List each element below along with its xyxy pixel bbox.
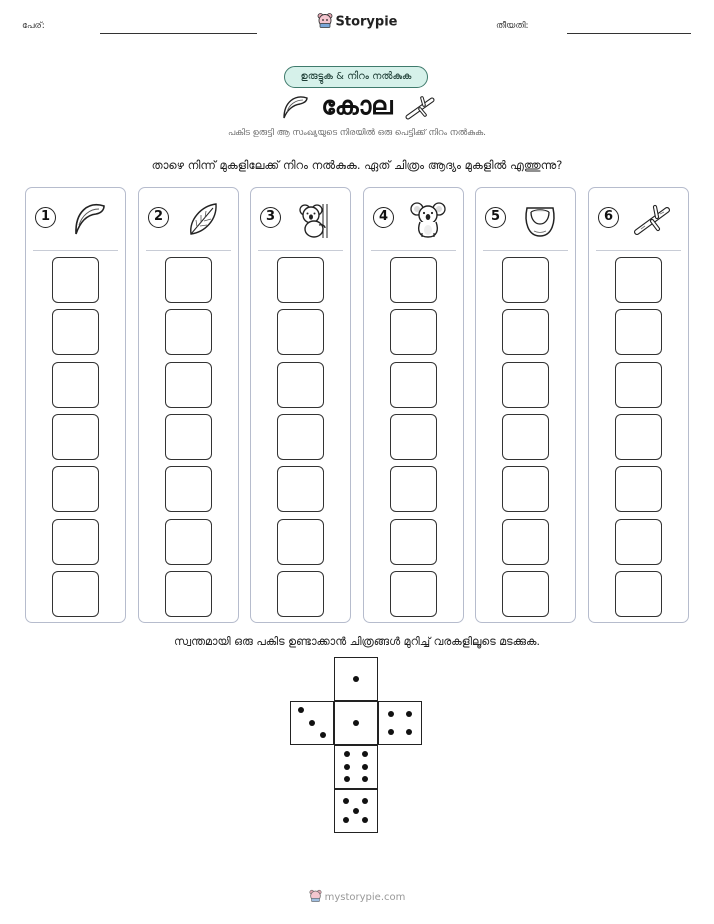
dice-face	[334, 657, 378, 701]
color-box[interactable]	[52, 362, 99, 408]
dice-face	[334, 745, 378, 789]
pouch-icon	[520, 200, 560, 240]
dice-pip	[362, 776, 368, 782]
koala-hugging-icon	[295, 200, 335, 240]
color-box[interactable]	[277, 362, 324, 408]
koala-sitting-icon	[408, 200, 448, 240]
page-title: കോല	[321, 91, 393, 120]
color-box[interactable]	[390, 309, 437, 355]
column-divider	[596, 250, 681, 251]
dice-face	[334, 789, 378, 833]
column-divider	[146, 250, 231, 251]
color-box[interactable]	[615, 414, 662, 460]
column-number: 1	[35, 207, 56, 228]
color-box[interactable]	[52, 257, 99, 303]
subtitle: പകിട ഉരുട്ടി ആ സംഖ്യയുടെ നിരയിൽ ഒരു പെട്ടിക്ക് നിറം നൽകുക.	[228, 128, 486, 138]
color-box[interactable]	[277, 466, 324, 512]
color-box[interactable]	[502, 362, 549, 408]
color-box[interactable]	[502, 257, 549, 303]
column-3	[250, 187, 351, 623]
color-box[interactable]	[165, 309, 212, 355]
brand-name: Storypie	[335, 14, 398, 30]
column-divider	[371, 250, 456, 251]
color-box[interactable]	[615, 309, 662, 355]
dice-pip	[388, 729, 394, 735]
storypie-logo-icon	[317, 12, 333, 32]
date-label: തീയതി:	[496, 21, 529, 31]
color-box[interactable]	[390, 414, 437, 460]
color-box[interactable]	[52, 466, 99, 512]
color-box[interactable]	[615, 257, 662, 303]
date-line[interactable]	[567, 33, 691, 34]
color-box[interactable]	[390, 362, 437, 408]
dice-pip	[406, 729, 412, 735]
color-box[interactable]	[390, 571, 437, 617]
column-number: 5	[485, 207, 506, 228]
storypie-logo-icon	[309, 889, 322, 905]
dice-pip	[344, 764, 350, 770]
column-5	[475, 187, 576, 623]
color-box[interactable]	[502, 466, 549, 512]
color-box[interactable]	[52, 309, 99, 355]
color-box[interactable]	[615, 571, 662, 617]
color-box[interactable]	[277, 414, 324, 460]
activity-badge: ഉരുട്ടുക & നിറം നൽകുക	[284, 66, 428, 88]
column-1	[25, 187, 126, 623]
color-box[interactable]	[165, 466, 212, 512]
column-divider	[483, 250, 568, 251]
dice-pip	[353, 676, 359, 682]
dice-pip	[343, 817, 349, 823]
color-box[interactable]	[502, 414, 549, 460]
color-box[interactable]	[277, 309, 324, 355]
dice-pip	[388, 711, 394, 717]
claw-icon	[70, 200, 110, 240]
dice-pip	[362, 817, 368, 823]
color-box[interactable]	[165, 571, 212, 617]
color-box[interactable]	[615, 362, 662, 408]
color-box[interactable]	[277, 571, 324, 617]
dice-pip	[343, 798, 349, 804]
footer-url[interactable]: mystorypie.com	[324, 892, 406, 903]
color-box[interactable]	[165, 257, 212, 303]
column-2	[138, 187, 239, 623]
dice-pip	[406, 711, 412, 717]
color-box[interactable]	[165, 414, 212, 460]
column-number: 3	[260, 207, 281, 228]
name-line[interactable]	[100, 33, 257, 34]
dice-pip	[362, 764, 368, 770]
color-box[interactable]	[52, 414, 99, 460]
question: താഴെ നിന്ന് മുകളിലേക്ക് നിറം നൽകുക. ഏത് ചിത്രം ആദ്യം മുകളിൽ എത്തുന്നു?	[151, 158, 563, 172]
dice-pip	[298, 707, 304, 713]
brand	[0, 12, 714, 32]
color-box[interactable]	[502, 309, 549, 355]
dice-pip	[320, 732, 326, 738]
dice-face	[378, 701, 422, 745]
name-label: പേര്:	[22, 21, 45, 31]
color-box[interactable]	[615, 466, 662, 512]
column-number: 6	[598, 207, 619, 228]
column-number: 2	[148, 207, 169, 228]
color-box[interactable]	[277, 519, 324, 565]
column-4	[363, 187, 464, 623]
dice-pip	[362, 798, 368, 804]
column-divider	[258, 250, 343, 251]
color-box[interactable]	[502, 519, 549, 565]
color-box[interactable]	[277, 257, 324, 303]
dice-pip	[362, 751, 368, 757]
dice-instruction: സ്വന്തമായി ഒരു പകിട ഉണ്ടാക്കാൻ ചിത്രങ്ങൾ മുറിച്ച് വരകളിലൂടെ മടക്കുക.	[174, 635, 540, 648]
dice-face	[290, 701, 334, 745]
color-box[interactable]	[615, 519, 662, 565]
column-6	[588, 187, 689, 623]
leaf-icon	[183, 200, 223, 240]
column-number: 4	[373, 207, 394, 228]
color-box[interactable]	[165, 519, 212, 565]
color-box[interactable]	[52, 571, 99, 617]
dice-pip	[344, 751, 350, 757]
column-divider	[33, 250, 118, 251]
color-box[interactable]	[502, 571, 549, 617]
dice-pip	[309, 720, 315, 726]
branch-icon	[633, 200, 673, 240]
branch-icon	[405, 95, 437, 125]
color-box[interactable]	[52, 519, 99, 565]
dice-pip	[353, 720, 359, 726]
dice-pip	[353, 808, 359, 814]
color-box[interactable]	[390, 466, 437, 512]
dice-pip	[344, 776, 350, 782]
color-box[interactable]	[390, 519, 437, 565]
dice-face	[334, 701, 378, 745]
color-box[interactable]	[390, 257, 437, 303]
footer	[0, 889, 714, 905]
color-box[interactable]	[165, 362, 212, 408]
